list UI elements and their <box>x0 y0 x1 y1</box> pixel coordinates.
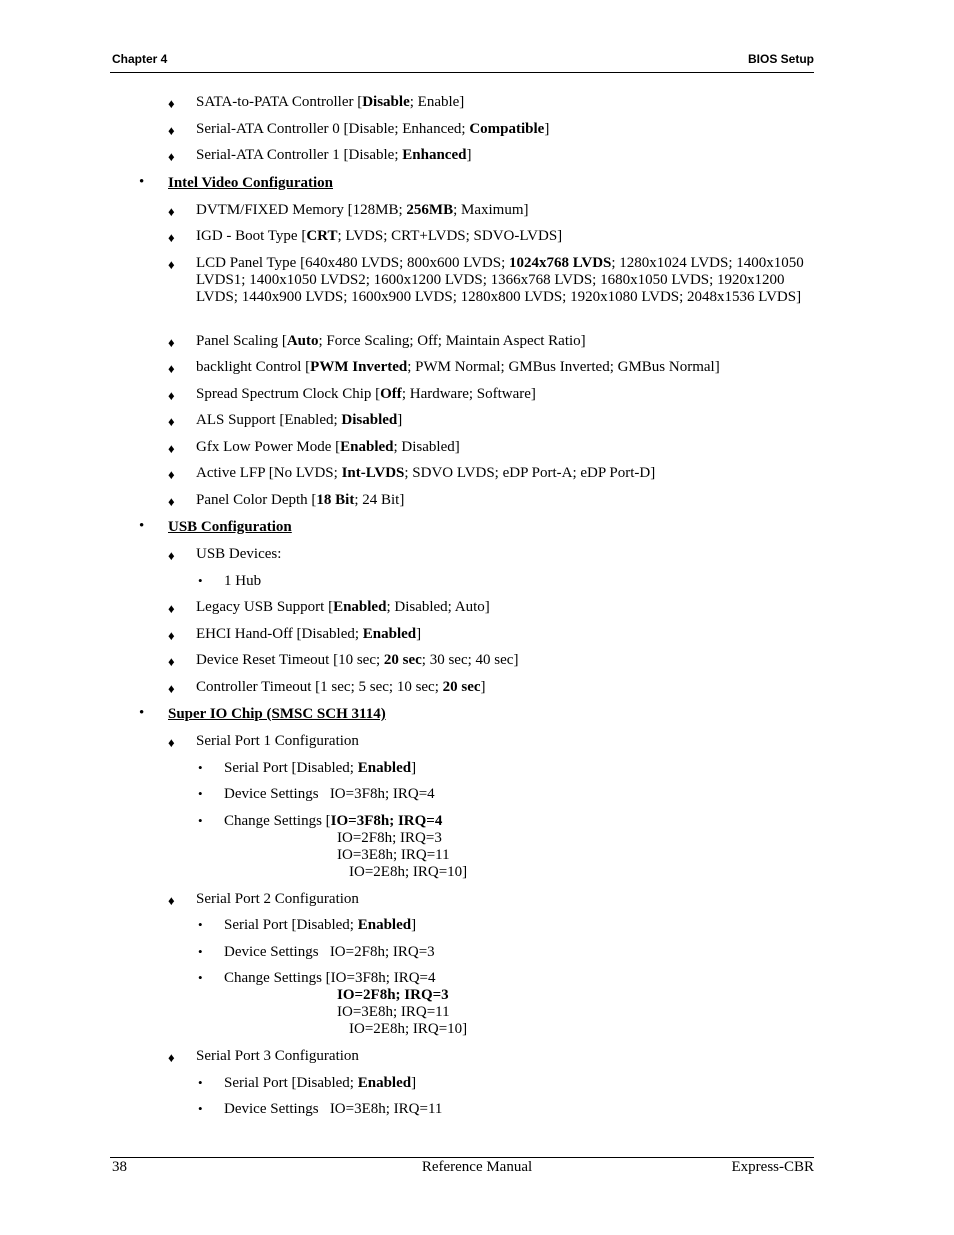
diamond-bullet-icon: ♦ <box>168 230 175 245</box>
bullet-icon: • <box>139 705 145 721</box>
bullet-icon: • <box>198 786 203 801</box>
list-item: EHCI Hand-Off [Disabled; Enabled] <box>196 626 422 642</box>
list-item: Serial Port [Disabled; Enabled] <box>224 760 417 776</box>
list-item-continuation: IO=2F8h; IRQ=3 <box>337 830 442 846</box>
diamond-bullet-icon: ♦ <box>168 601 175 616</box>
bullet-icon: • <box>198 1101 203 1116</box>
diamond-bullet-icon: ♦ <box>168 257 175 272</box>
section-heading-superio: Super IO Chip (SMSC SCH 3114) <box>168 706 386 722</box>
diamond-bullet-icon: ♦ <box>168 735 175 750</box>
list-item: Panel Color Depth [18 Bit; 24 Bit] <box>196 492 405 508</box>
list-item: Legacy USB Support [Enabled; Disabled; Auto] <box>196 599 490 615</box>
diamond-bullet-icon: ♦ <box>168 361 175 376</box>
diamond-bullet-icon: ♦ <box>168 441 175 456</box>
bullet-icon: • <box>198 760 203 775</box>
list-item-continuation: IO=3E8h; IRQ=11 <box>337 1004 450 1020</box>
bullet-icon: • <box>198 1075 203 1090</box>
list-item: IGD - Boot Type [CRT; LVDS; CRT+LVDS; SDVO-LVDS] <box>196 228 563 244</box>
list-item: SATA-to-PATA Controller [Disable; Enable] <box>196 94 465 110</box>
list-item: ALS Support [Enabled; Disabled] <box>196 412 403 428</box>
header-section: BIOS Setup <box>747 52 814 66</box>
list-item: Device Settings IO=3F8h; IRQ=4 <box>224 786 435 802</box>
list-item: LCD Panel Type [640x480 LVDS; 800x600 LVDS; 1024x768 LVDS; 1280x1024 LVDS; 1400x1050 LVDS1; 1400x1050 LVDS2; 1600x1200 LVDS; 1366x768 LVDS; 1680x1050 LVDS; 1920x1200 LVDS; 1440x900 LVDS; 1600x900 LVDS; 1280x800 LVDS; 1920x1080 LVDS; 2048x1536 LVDS] <box>196 255 804 305</box>
diamond-bullet-icon: ♦ <box>168 149 175 164</box>
bullet-icon: • <box>198 970 203 985</box>
diamond-bullet-icon: ♦ <box>168 548 175 563</box>
diamond-bullet-icon: ♦ <box>168 123 175 138</box>
list-item: Controller Timeout [1 sec; 5 sec; 10 sec; 20 sec] <box>196 679 486 695</box>
list-item: Device Settings IO=2F8h; IRQ=3 <box>224 944 435 960</box>
list-item: Serial-ATA Controller 0 [Disable; Enhanced; Compatible] <box>196 121 550 137</box>
diamond-bullet-icon: ♦ <box>168 96 175 111</box>
diamond-bullet-icon: ♦ <box>168 628 175 643</box>
section-heading-usb: USB Configuration <box>168 519 292 535</box>
list-item-continuation: IO=3E8h; IRQ=11 <box>337 847 450 863</box>
list-item: DVTM/FIXED Memory [128MB; 256MB; Maximum] <box>196 202 529 218</box>
diamond-bullet-icon: ♦ <box>168 467 175 482</box>
list-item: Change Settings [IO=3F8h; IRQ=4 <box>224 970 436 986</box>
list-item: Panel Scaling [Auto; Force Scaling; Off; Maintain Aspect Ratio] <box>196 333 586 349</box>
list-item-continuation: IO=2E8h; IRQ=10] <box>349 864 468 880</box>
diamond-bullet-icon: ♦ <box>168 204 175 219</box>
list-item: USB Devices: <box>196 546 282 562</box>
bullet-icon: • <box>198 944 203 959</box>
list-item: Serial Port 1 Configuration <box>196 733 359 749</box>
bullet-icon: • <box>139 174 145 190</box>
footer-rule <box>110 1157 814 1158</box>
list-item: Active LFP [No LVDS; Int-LVDS; SDVO LVDS; eDP Port-A; eDP Port-D] <box>196 465 656 481</box>
bullet-icon: • <box>198 813 203 828</box>
list-item-continuation: IO=2E8h; IRQ=10] <box>349 1021 468 1037</box>
list-item: backlight Control [PWM Inverted; PWM Normal; GMBus Inverted; GMBus Normal] <box>196 359 720 375</box>
list-item: Serial Port [Disabled; Enabled] <box>224 1075 417 1091</box>
list-item: Device Reset Timeout [10 sec; 20 sec; 30 sec; 40 sec] <box>196 652 519 668</box>
list-item-continuation: IO=2F8h; IRQ=3 <box>337 987 449 1003</box>
bullet-icon: • <box>198 573 203 588</box>
list-item: Spread Spectrum Clock Chip [Off; Hardware; Software] <box>196 386 536 402</box>
bullet-icon: • <box>198 917 203 932</box>
section-heading-video: Intel Video Configuration <box>168 175 334 191</box>
diamond-bullet-icon: ♦ <box>168 654 175 669</box>
diamond-bullet-icon: ♦ <box>168 1050 175 1065</box>
footer-product: Express-CBR <box>731 1159 814 1175</box>
list-item: Change Settings [IO=3F8h; IRQ=4 <box>224 813 443 829</box>
list-item: Serial-ATA Controller 1 [Disable; Enhanced] <box>196 147 472 163</box>
list-item: Device Settings IO=3E8h; IRQ=11 <box>224 1101 443 1117</box>
diamond-bullet-icon: ♦ <box>168 335 175 350</box>
header-rule <box>110 72 814 73</box>
diamond-bullet-icon: ♦ <box>168 681 175 696</box>
bullet-icon: • <box>139 518 145 534</box>
diamond-bullet-icon: ♦ <box>168 388 175 403</box>
list-item: Gfx Low Power Mode [Enabled; Disabled] <box>196 439 460 455</box>
list-item: Serial Port 2 Configuration <box>196 891 359 907</box>
header-chapter: Chapter 4 <box>112 52 168 66</box>
list-item: Serial Port [Disabled; Enabled] <box>224 917 417 933</box>
diamond-bullet-icon: ♦ <box>168 494 175 509</box>
list-item: Serial Port 3 Configuration <box>196 1048 359 1064</box>
footer-title: Reference Manual <box>421 1159 533 1175</box>
diamond-bullet-icon: ♦ <box>168 893 175 908</box>
list-item: 1 Hub <box>224 573 262 589</box>
page-number: 38 <box>112 1159 127 1175</box>
diamond-bullet-icon: ♦ <box>168 414 175 429</box>
